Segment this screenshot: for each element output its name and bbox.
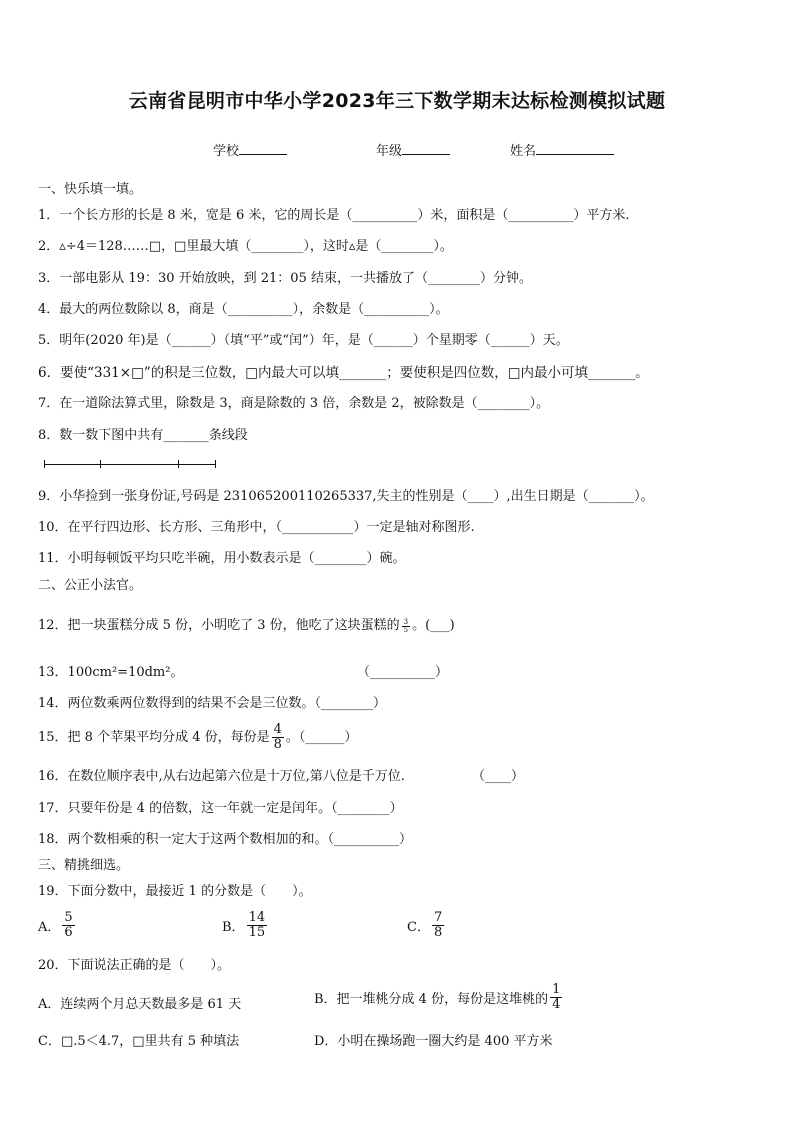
numerator: 14 <box>248 910 266 925</box>
question-12-tail: 。(___) <box>412 618 455 633</box>
fraction <box>550 983 562 1012</box>
denominator: 8 <box>273 737 282 752</box>
option-text: B．把一堆桃分成 4 份，每份是这堆桃的 <box>314 992 549 1007</box>
question-10: 10．在平行四边形、长方形、三角形中，（___________）一定是轴对称图形. <box>38 520 475 535</box>
numerator: 4 <box>273 722 282 737</box>
page-title: 云南省昆明市中华小学2023年三下数学期末达标检测模拟试题 <box>128 90 666 112</box>
denominator: 8 <box>433 925 443 940</box>
numerator: 7 <box>433 910 443 925</box>
fraction <box>402 619 410 634</box>
question-15 <box>38 723 357 752</box>
option-label: B． <box>222 920 245 935</box>
line-segment-figure <box>44 459 216 469</box>
option-label: C． <box>407 920 430 935</box>
name-blank[interactable] <box>536 141 614 155</box>
question-14: 14．两位数乘两位数得到的结果不会是三位数。（________） <box>38 696 387 711</box>
numerator: 3 <box>403 617 409 626</box>
q19-option-b[interactable] <box>222 911 269 940</box>
numerator: 5 <box>64 910 73 925</box>
section-2-heading: 二、公正小法官。 <box>38 578 143 593</box>
question-3: 3．一部电影从 19：30 开始放映，到 21：05 结束，一共播放了（________）分钟。 <box>38 271 532 286</box>
question-18: 18．两个数相乘的积一定大于这两个数相加的和。（__________） <box>38 832 413 847</box>
name-label: 姓名 <box>510 144 537 159</box>
segment-tick <box>44 460 45 468</box>
question-16-text: 16．在数位顺序表中,从右边起第六位是十万位,第八位是千万位. <box>38 769 405 784</box>
fraction <box>247 911 268 940</box>
segment-tick <box>215 460 216 468</box>
school-label: 学校 <box>213 144 240 159</box>
question-11: 11．小明每顿饭平均只吃半碗，用小数表示是（________）碗。 <box>38 551 406 566</box>
question-8: 8．数一数下图中共有_______条线段 <box>38 428 248 443</box>
question-12 <box>38 617 455 635</box>
grade-blank[interactable] <box>402 141 450 155</box>
q19-option-c[interactable] <box>407 911 446 940</box>
school-field <box>213 140 287 159</box>
numerator: 1 <box>552 982 561 997</box>
question-9: 9．小华捡到一张身份证,号码是 231065200110265337,失主的性别是（____）,出生日期是（_______）。 <box>38 489 654 504</box>
name-field <box>510 140 614 159</box>
q19-option-a[interactable] <box>38 911 77 940</box>
question-1: 1．一个长方形的长是 8 米，宽是 6 米，它的周长是（__________）米，面积是（__________）平方米. <box>38 208 630 223</box>
question-13-text: 13．100cm²=10dm²。 <box>38 665 184 680</box>
question-12-text: 12．把一块蛋糕分成 5 份，小明吃了 3 份，他吃了这块蛋糕的 <box>38 618 400 633</box>
q20-option-b[interactable] <box>314 983 564 1012</box>
question-2: 2．▵÷4＝128……□，□里最大填（________），这时▵是（________）。 <box>38 239 453 254</box>
option-label: A． <box>38 920 61 935</box>
fraction <box>62 911 74 940</box>
question-7: 7．在一道除法算式里，除数是 3，商是除数的 3 倍，余数是 2，被除数是（________）。 <box>38 396 550 411</box>
question-15-text: 15．把 8 个苹果平均分成 4 份，每份是 <box>38 729 270 745</box>
fraction <box>272 723 284 752</box>
question-17: 17．只要年份是 4 的倍数，这一年就一定是闰年。（________） <box>38 801 403 816</box>
question-19: 19．下面分数中，最接近 1 的分数是（ ）。 <box>38 884 312 899</box>
grade-field <box>376 140 450 159</box>
question-16 <box>38 768 405 786</box>
grade-label: 年级 <box>376 144 403 159</box>
segment-tick <box>100 460 101 468</box>
section-1-heading: 一、快乐填一填。 <box>38 182 143 197</box>
question-16-blank[interactable]: （____） <box>472 769 525 784</box>
q20-option-d[interactable]: D．小明在操场跑一圈大约是 400 平方米 <box>314 1034 553 1049</box>
question-15-tail: 。（______） <box>285 729 358 745</box>
fraction <box>432 911 444 940</box>
question-13-blank[interactable]: （__________） <box>357 665 449 680</box>
school-blank[interactable] <box>239 141 287 155</box>
question-20: 20．下面说法正确的是（ ）。 <box>38 958 231 973</box>
denominator: 15 <box>248 925 266 940</box>
denominator: 6 <box>64 925 73 940</box>
question-4: 4．最大的两位数除以 8，商是（__________），余数是（__________）。 <box>38 302 449 317</box>
question-13 <box>38 664 183 682</box>
q20-option-c[interactable]: C．□.5＜4.7，□里共有 5 种填法 <box>38 1034 240 1049</box>
section-3-heading: 三、精挑细选。 <box>38 858 130 873</box>
q20-option-a[interactable]: A．连续两个月总天数最多是 61 天 <box>38 997 242 1012</box>
question-6: 6．要使“331×□”的积是三位数，□内最大可以填_______；要使积是四位数，□内最小可填_______。 <box>38 365 649 381</box>
segment-tick <box>178 460 179 468</box>
question-5: 5．明年(2020 年)是（______）（填“平”或“闰”）年，是（______）个星期零（______）天。 <box>38 333 569 348</box>
denominator: 5 <box>403 625 409 634</box>
segment-line <box>44 464 216 465</box>
denominator: 4 <box>552 997 561 1012</box>
